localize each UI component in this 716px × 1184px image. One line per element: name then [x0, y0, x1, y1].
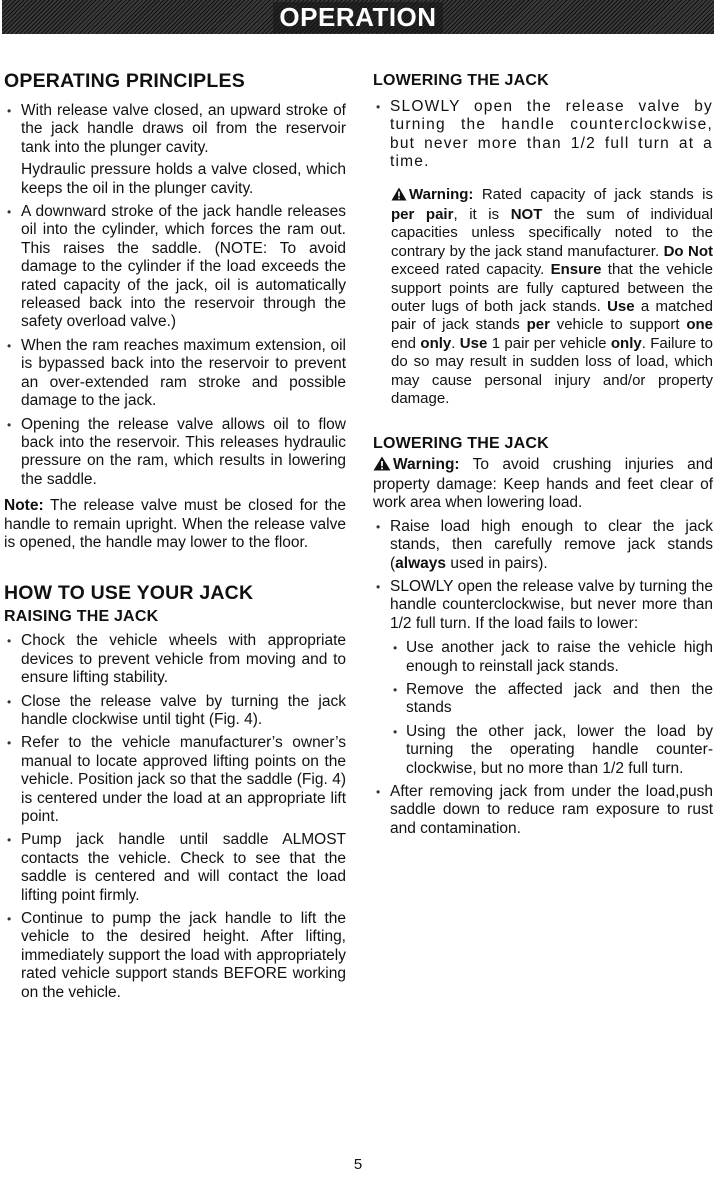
jack-stand-warning: Warning: Rated capacity of jack stands is per pair, it is NOT the sum of individual capacities unless specifically noted to the contrary by the jack stand manufacturer. Do Not exceed rated capacity. Ensure that the vehicle support points are fully captured between the outer lugs of both jack stands. Use a matched pair of jack stands per vehicle to support one end only. Use 1 pair per vehicle only. Failure to do so may result in sudden loss of load, which may cause personal injury and/or property damage.	[391, 185, 714, 408]
list-item: • When the ram reaches maximum extension, oil is bypassed back into the reservoir to prevent an over-extended ram stroke and possible damage to the jack.	[4, 337, 346, 411]
list-item: • With release valve closed, an upward stroke of the jack handle draws oil from the reservoir tank into the plunger cavity.	[4, 102, 346, 157]
operating-principles-heading: OPERATING PRINCIPLES	[4, 70, 245, 92]
list-item: • Refer to the vehicle manufacturer’s owner’s manual to locate approved lifting points on the vehicle. Position jack so that the saddle (Fig. 4) is centered under the load at an appropriate lift point.	[4, 734, 346, 826]
list-item: • Continue to pump the jack handle to lift the vehicle to the desired height. After lifting, immediately support the load with appropriately rated vehicle support stands BEFORE working on the vehicle.	[4, 910, 346, 1002]
sub-list	[390, 639, 713, 778]
lowering-heading-1: LOWERING THE JACK	[373, 72, 549, 89]
list-item: • A downward stroke of the jack handle releases oil into the cylinder, which forces the ram out. This raises the saddle. (NOTE: To avoid damage to the cylinder if the load exceeds the rated capacity of the jack, oil is automatically released back into the reservoir through the safety overload valve.)	[4, 203, 346, 332]
warning-triangle-icon	[391, 187, 407, 206]
list-item: • Pump jack handle until saddle ALMOST contacts the vehicle. Check to see that the saddle is centered and will contact the load lifting point firmly.	[4, 831, 346, 905]
list-item: • Opening the release valve allows oil to flow back into the reservoir. This releases hydraulic pressure on the ram, which results in lowering the saddle.	[4, 416, 346, 490]
raising-list	[4, 632, 346, 1002]
operating-principles-list	[4, 102, 346, 157]
page-number: 5	[353, 1156, 363, 1173]
note-paragraph: Note: The release valve must be closed for the handle to remain upright. When the release valve is opened, the handle may lower to the floor.	[4, 497, 346, 551]
operating-principles-list-cont	[4, 203, 346, 489]
list-item-continuation: Hydraulic pressure holds a valve closed, which keeps the oil in the plunger cavity.	[21, 161, 346, 197]
sub-list-item: • Using the other jack, lower the load by turning the operating handle counter-clockwise, but no more than 1/2 full turn.	[390, 723, 713, 778]
raising-heading: RAISING THE JACK	[4, 608, 159, 626]
warning-label: Warning:	[409, 185, 474, 203]
sub-list-item: • Use another jack to raise the vehicle high enough to reinstall jack stands.	[390, 639, 713, 676]
section-banner	[2, 0, 714, 34]
list-item: • After removing jack from under the load,push saddle down to reduce ram exposure to rust and contamination.	[373, 783, 713, 838]
list-item: • SLOWLY open the release valve by turning the handle counterclockwise, but never more than 1/2 full turn at a time.	[373, 98, 713, 172]
left-column	[4, 70, 346, 1007]
lowering-list-2	[373, 518, 713, 839]
right-column	[373, 72, 713, 843]
list-item: • Raise load high enough to clear the jack stands, then carefully remove jack stands (always used in pairs).	[373, 518, 713, 573]
list-item: • Chock the vehicle wheels with appropriate devices to prevent vehicle from moving and to ensure lifting stability.	[4, 632, 346, 687]
crush-warning: Warning: To avoid crushing injuries and property damage: Keep hands and feet clear of work area when lowering load.	[373, 455, 713, 512]
warning-label: Warning:	[393, 455, 460, 473]
lowering-heading-2: LOWERING THE JACK	[373, 434, 549, 452]
list-item: • Close the release valve by turning the jack handle clockwise until tight (Fig. 4).	[4, 693, 346, 730]
lowering-list-1	[373, 98, 713, 172]
sub-list-item: • Remove the affected jack and then the stands	[390, 681, 713, 718]
warning-triangle-icon	[373, 456, 391, 476]
banner-title: OPERATION	[273, 2, 442, 33]
note-label: Note:	[4, 497, 44, 515]
list-item: • SLOWLY open the release valve by turning the handle counterclockwise, but never more than 1/2 full turn. If the load fails to lower: • Use another jack to raise the vehicle high enough to reinstall jack stands. • Remove the affected jack and then the stands • Using the other jack, lower the load by turning the operating handle counter-clockwise, but no more than 1/2 full turn.	[373, 578, 713, 778]
how-to-use-heading: HOW TO USE YOUR JACK	[4, 582, 254, 605]
